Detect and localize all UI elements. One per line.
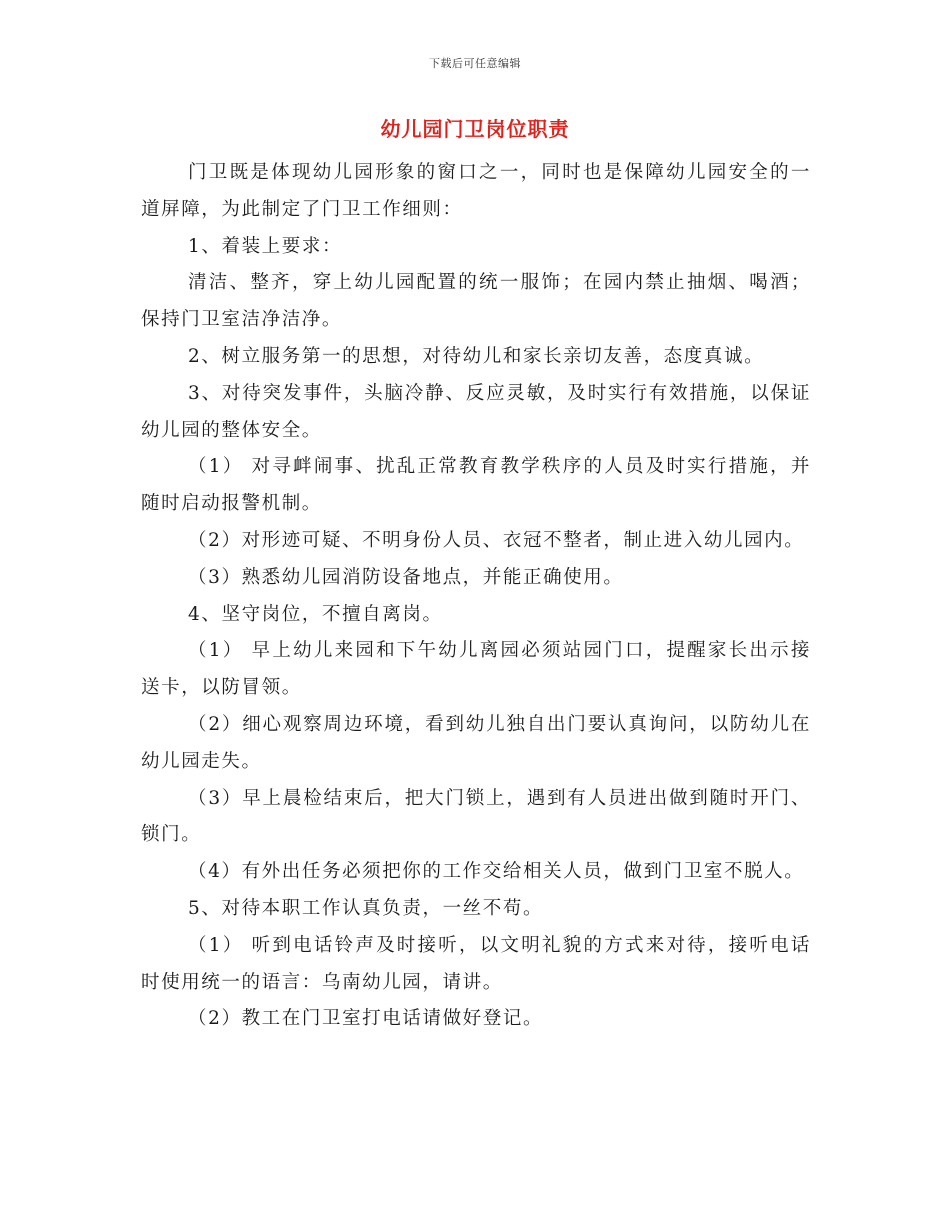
paragraph-item-3-1: （1） 对寻衅闹事、扰乱正常教育教学秩序的人员及时实行措施，并随时启动报警机制。: [141, 456, 811, 515]
paragraph-item-4-3: （3）早上晨检结束后，把大门锁上，遇到有人员进出做到随时开门、锁门。: [141, 787, 811, 846]
document-title: 幼儿园门卫岗位职责: [380, 117, 570, 141]
header-note: 下载后可任意编辑: [429, 57, 521, 70]
paragraph-item-3-3: （3）熟悉幼儿园消防设备地点，并能正确使用。: [188, 566, 624, 588]
document-body: [141, 155, 811, 1038]
paragraph-item-3: 3、对待突发事件，头脑冷静、反应灵敏，及时实行有效措施，以保证幼儿园的整体安全。: [141, 382, 811, 441]
paragraph-item-3-2: （2）对形迹可疑、不明身份人员、衣冠不整者，制止进入幼儿园内。: [188, 529, 805, 551]
paragraph-item-4: 4、坚守岗位，不擅自离岗。: [188, 603, 443, 625]
paragraph-intro: 门卫既是体现幼儿园形象的窗口之一，同时也是保障幼儿园安全的一道屏障，为此制定了门卫工作细则：: [141, 162, 811, 220]
paragraph-item-2: 2、树立服务第一的思想，对待幼儿和家长亲切友善，态度真诚。: [188, 345, 765, 367]
paragraph-item-4-2: （2）细心观察周边环境，看到幼儿独自出门要认真询问，以防幼儿在幼儿园走失。: [141, 713, 811, 772]
paragraph-item-4-1: （1） 早上幼儿来园和下午幼儿离园必须站园门口，提醒家长出示接送卡，以防冒领。: [141, 640, 811, 699]
paragraph-item-1: 1、着装上要求：: [188, 235, 343, 257]
paragraph-item-5-2: （2）教工在门卫室打电话请做好登记。: [188, 1008, 544, 1030]
paragraph-item-5-1: （1） 听到电话铃声及时接听，以文明礼貌的方式来对待，接听电话时使用统一的语言：乌南幼儿园，请讲。: [141, 934, 811, 993]
paragraph-item-5: 5、对待本职工作认真负责，一丝不苟。: [188, 897, 544, 919]
paragraph-item-4-4: （4）有外出任务必须把你的工作交给相关人员，做到门卫室不脱人。: [188, 861, 805, 883]
paragraph-item-1-detail: 清洁、整齐，穿上幼儿园配置的统一服饰；在园内禁止抽烟、喝酒；保持门卫室洁净洁净。: [141, 272, 811, 331]
